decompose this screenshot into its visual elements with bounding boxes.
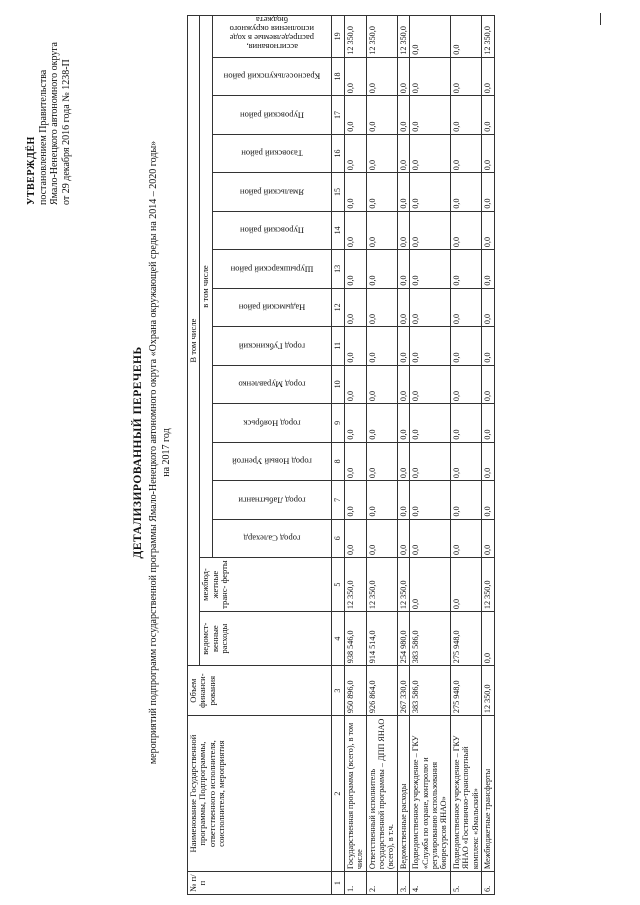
interbudget-cell: 12 350,0 bbox=[397, 558, 409, 612]
volume-cell: 926 864,0 bbox=[366, 666, 397, 716]
municipality-cell: 0,0 bbox=[410, 250, 451, 288]
municipality-cell: 0,0 bbox=[344, 519, 366, 557]
approval-line: от 29 декабря 2016 года № 1238-П bbox=[60, 59, 72, 205]
approval-line: постановлением Правительства bbox=[37, 69, 49, 205]
municipality-cell: 0,0 bbox=[366, 211, 397, 249]
header-municipality: город Салехард bbox=[212, 519, 331, 557]
municipality-cell: 0,0 bbox=[450, 404, 481, 442]
municipality-cell: 0,0 bbox=[397, 57, 409, 95]
header-municipality: город Муравленко bbox=[212, 365, 331, 403]
header-municipality: город Новый Уренгой bbox=[212, 442, 331, 480]
dept-cell: 0,0 bbox=[482, 612, 494, 666]
municipality-cell: 0,0 bbox=[366, 57, 397, 95]
column-number: 1 bbox=[331, 872, 344, 895]
column-number: 15 bbox=[331, 173, 344, 211]
municipality-cell: 0,0 bbox=[344, 250, 366, 288]
interbudget-cell: 0,0 bbox=[410, 558, 451, 612]
header-dept: ведомст- венные расходы bbox=[200, 612, 331, 666]
interbudget-cell: 12 350,0 bbox=[344, 558, 366, 612]
column-number: 9 bbox=[331, 404, 344, 442]
volume-cell: 275 948,0 bbox=[450, 666, 481, 716]
column-number: 13 bbox=[331, 250, 344, 288]
column-number: 10 bbox=[331, 365, 344, 403]
municipality-cell: 0,0 bbox=[344, 173, 366, 211]
column-number: 4 bbox=[331, 612, 344, 666]
header-municipality: ассигнования, распределяемые в ходе исполнения окружного бюджета bbox=[212, 16, 331, 58]
municipality-cell: 0,0 bbox=[482, 288, 494, 326]
municipality-cell: 0,0 bbox=[366, 173, 397, 211]
header-municipality: Пуровский район bbox=[212, 96, 331, 134]
volume-cell: 267 330,0 bbox=[397, 666, 409, 716]
municipality-cell: 0,0 bbox=[410, 57, 451, 95]
column-number: 5 bbox=[331, 558, 344, 612]
document-year: на 2017 год bbox=[161, 428, 172, 477]
municipality-cell: 12 350,0 bbox=[397, 16, 409, 58]
header-volume: Объем финанси- рования bbox=[188, 666, 332, 716]
municipality-cell: 0,0 bbox=[397, 211, 409, 249]
row-number: 3. bbox=[397, 872, 409, 895]
municipality-cell: 0,0 bbox=[482, 173, 494, 211]
municipality-cell: 0,0 bbox=[410, 288, 451, 326]
municipality-cell: 0,0 bbox=[397, 173, 409, 211]
header-num: № п/п bbox=[188, 872, 332, 895]
municipality-cell: 0,0 bbox=[344, 327, 366, 365]
row-name: Подведомственное учреждение – ГКУ «Служба по охране, контролю и регулированию использования биоресурсов ЯНАО» bbox=[410, 716, 451, 872]
municipality-cell: 0,0 bbox=[482, 365, 494, 403]
column-number: 18 bbox=[331, 57, 344, 95]
municipality-cell: 0,0 bbox=[450, 288, 481, 326]
municipality-cell: 0,0 bbox=[344, 211, 366, 249]
header-in-that: в том числе bbox=[200, 16, 212, 558]
divider bbox=[600, 13, 601, 25]
municipality-cell: 0,0 bbox=[482, 211, 494, 249]
municipality-cell: 0,0 bbox=[366, 519, 397, 557]
municipality-cell: 0,0 bbox=[366, 250, 397, 288]
column-number: 16 bbox=[331, 134, 344, 172]
municipality-cell: 0,0 bbox=[366, 404, 397, 442]
table-row bbox=[410, 16, 451, 895]
municipality-cell: 0,0 bbox=[450, 211, 481, 249]
municipality-cell: 0,0 bbox=[450, 134, 481, 172]
municipality-cell: 0,0 bbox=[450, 442, 481, 480]
row-number: 1. bbox=[344, 872, 366, 895]
table-row bbox=[397, 16, 409, 895]
header-municipality: Пуровский район bbox=[212, 211, 331, 249]
municipality-cell: 0,0 bbox=[366, 134, 397, 172]
municipality-cell: 0,0 bbox=[450, 519, 481, 557]
municipality-cell: 0,0 bbox=[344, 442, 366, 480]
row-name: Ведомственные расходы bbox=[397, 716, 409, 872]
table-row bbox=[344, 16, 366, 895]
municipality-cell: 0,0 bbox=[410, 404, 451, 442]
column-number: 14 bbox=[331, 211, 344, 249]
municipality-cell: 0,0 bbox=[410, 96, 451, 134]
column-number: 8 bbox=[331, 442, 344, 480]
approval-line: Ямало-Ненецкого автономного округа bbox=[49, 42, 60, 205]
row-number: 4. bbox=[410, 872, 451, 895]
row-name: Государственная программа (всего), в том числе bbox=[344, 716, 366, 872]
document-title: ДЕТАЛИЗИРОВАННЫЙ ПЕРЕЧЕНЬ bbox=[132, 346, 144, 559]
column-number-row bbox=[331, 16, 344, 895]
municipality-cell: 0,0 bbox=[366, 327, 397, 365]
municipality-cell: 0,0 bbox=[450, 96, 481, 134]
interbudget-cell: 0,0 bbox=[450, 558, 481, 612]
row-number: 5. bbox=[450, 872, 481, 895]
municipality-cell: 0,0 bbox=[397, 327, 409, 365]
header-municipality: Красноселькупский район bbox=[212, 57, 331, 95]
municipality-cell: 0,0 bbox=[397, 404, 409, 442]
header-municipality: Тазовский район bbox=[212, 134, 331, 172]
column-number: 2 bbox=[331, 716, 344, 872]
municipality-cell: 0,0 bbox=[366, 481, 397, 519]
municipality-cell: 0,0 bbox=[397, 288, 409, 326]
municipality-cell: 0,0 bbox=[397, 519, 409, 557]
municipality-cell: 0,0 bbox=[397, 442, 409, 480]
dept-cell: 938 546,0 bbox=[344, 612, 366, 666]
header-municipality: Надымский район bbox=[212, 288, 331, 326]
funding-table bbox=[187, 15, 495, 895]
municipality-cell: 0,0 bbox=[397, 365, 409, 403]
municipality-cell: 0,0 bbox=[397, 250, 409, 288]
row-name: Межбюджетные трансферты bbox=[482, 716, 494, 872]
column-number: 19 bbox=[331, 16, 344, 58]
municipality-cell: 12 350,0 bbox=[366, 16, 397, 58]
header-name: Наименование Государственной программы, Подпрограммы, ответственного исполнителя, соисполнителя, мероприятия bbox=[188, 716, 332, 872]
municipality-cell: 12 350,0 bbox=[344, 16, 366, 58]
municipality-cell: 0,0 bbox=[366, 96, 397, 134]
header-municipality: город Губкинский bbox=[212, 327, 331, 365]
column-number: 7 bbox=[331, 481, 344, 519]
volume-cell: 950 896,0 bbox=[344, 666, 366, 716]
header-municipality: Шурышкарский район bbox=[212, 250, 331, 288]
table-row bbox=[450, 16, 481, 895]
municipality-cell: 0,0 bbox=[344, 365, 366, 403]
municipality-cell: 0,0 bbox=[410, 365, 451, 403]
municipality-cell: 0,0 bbox=[366, 442, 397, 480]
column-number: 12 bbox=[331, 288, 344, 326]
municipality-cell: 0,0 bbox=[344, 481, 366, 519]
table-row bbox=[366, 16, 397, 895]
municipality-cell: 0,0 bbox=[450, 250, 481, 288]
municipality-cell: 0,0 bbox=[397, 481, 409, 519]
municipality-cell: 0,0 bbox=[344, 96, 366, 134]
interbudget-cell: 12 350,0 bbox=[366, 558, 397, 612]
municipality-cell: 0,0 bbox=[397, 96, 409, 134]
table-row bbox=[482, 16, 494, 895]
table-body bbox=[331, 16, 494, 895]
municipality-cell: 0,0 bbox=[344, 288, 366, 326]
municipality-cell: 0,0 bbox=[344, 404, 366, 442]
header-in-total: В том числе bbox=[188, 16, 200, 666]
document-subtitle: мероприятий подпрограмм государственной программы Ямало-Ненецкого автономного округа «Охрана окружающей среды на 2014 – 2020 годы» bbox=[148, 140, 159, 765]
municipality-cell: 0,0 bbox=[410, 481, 451, 519]
municipality-cell: 0,0 bbox=[482, 442, 494, 480]
municipality-cell: 0,0 bbox=[482, 404, 494, 442]
interbudget-cell: 12 350,0 bbox=[482, 558, 494, 612]
column-number: 3 bbox=[331, 666, 344, 716]
header-municipality: Ямальский район bbox=[212, 173, 331, 211]
dept-cell: 914 514,0 bbox=[366, 612, 397, 666]
volume-cell: 12 350,0 bbox=[482, 666, 494, 716]
row-number: 2. bbox=[366, 872, 397, 895]
row-number: 6. bbox=[482, 872, 494, 895]
municipality-cell: 0,0 bbox=[410, 519, 451, 557]
approval-title: УТВЕРЖДЁН bbox=[26, 136, 37, 205]
municipality-cell: 0,0 bbox=[410, 211, 451, 249]
municipality-cell: 0,0 bbox=[450, 173, 481, 211]
volume-cell: 383 586,0 bbox=[410, 666, 451, 716]
municipality-cell: 0,0 bbox=[410, 442, 451, 480]
municipality-cell: 0,0 bbox=[450, 365, 481, 403]
municipality-cell: 0,0 bbox=[397, 134, 409, 172]
dept-cell: 275 948,0 bbox=[450, 612, 481, 666]
municipality-cell: 0,0 bbox=[344, 134, 366, 172]
municipality-cell: 0,0 bbox=[366, 288, 397, 326]
header-interbudget: межбюд- жетные транс- ферты bbox=[200, 558, 331, 612]
row-name: Подведомственное учреждение – ГКУ ЯНАО «Гостинично-транспортный комплекс «Ямальский» bbox=[450, 716, 481, 872]
municipality-cell: 0,0 bbox=[482, 134, 494, 172]
column-number: 11 bbox=[331, 327, 344, 365]
municipality-cell: 12 350,0 bbox=[482, 16, 494, 58]
header-municipality: город Лабытнанги bbox=[212, 481, 331, 519]
municipality-cell: 0,0 bbox=[410, 134, 451, 172]
approval-block bbox=[26, 42, 72, 205]
municipality-cell: 0,0 bbox=[410, 327, 451, 365]
municipality-cell: 0,0 bbox=[482, 96, 494, 134]
municipality-cell: 0,0 bbox=[450, 16, 481, 58]
municipality-cell: 0,0 bbox=[410, 173, 451, 211]
dept-cell: 254 980,0 bbox=[397, 612, 409, 666]
municipality-cell: 0,0 bbox=[366, 365, 397, 403]
row-name: Ответственный исполнитель государственной программы – ДПП ЯНАО (всего), в т.ч. bbox=[366, 716, 397, 872]
municipality-cell: 0,0 bbox=[450, 57, 481, 95]
municipality-cell: 0,0 bbox=[482, 250, 494, 288]
column-number: 17 bbox=[331, 96, 344, 134]
header-municipality: город Ноябрьск bbox=[212, 404, 331, 442]
municipality-cell: 0,0 bbox=[482, 327, 494, 365]
dept-cell: 383 586,0 bbox=[410, 612, 451, 666]
municipality-cell: 0,0 bbox=[450, 481, 481, 519]
municipality-cell: 0,0 bbox=[450, 327, 481, 365]
municipality-cell: 0,0 bbox=[344, 57, 366, 95]
municipality-cell: 0,0 bbox=[482, 519, 494, 557]
municipality-cell: 0,0 bbox=[482, 481, 494, 519]
column-number: 6 bbox=[331, 519, 344, 557]
municipality-cell: 0,0 bbox=[482, 57, 494, 95]
municipality-cell: 0,0 bbox=[410, 16, 451, 58]
